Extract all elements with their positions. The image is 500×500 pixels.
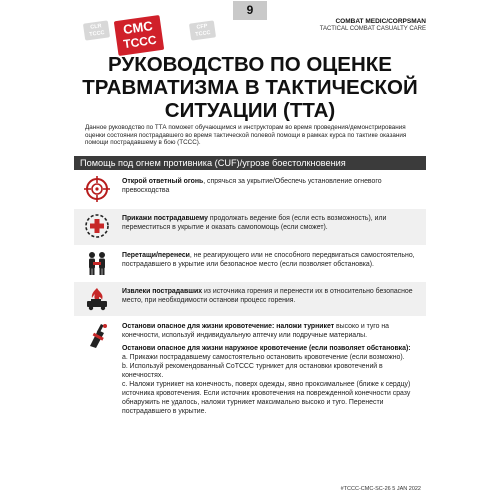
bleeding-p1-text: высоко и туго на конечности, используй индивидуальную аптечку или подручные материалы. [122, 323, 390, 339]
step-rest: , спрячься за укрытие/Обеспечь установление огневого превосходства [122, 178, 382, 194]
step-return-fire [74, 172, 426, 208]
logo-line-2: TCCC [88, 29, 105, 38]
step-bold: Извлеки пострадавших [122, 288, 203, 295]
org-subtitle: TACTICAL COMBAT CASUALTY CARE [319, 26, 426, 32]
logo-line-2: TCCC [194, 29, 211, 38]
step-rest: продолжать ведение боя (если есть возможность), или переместиться в укрытие и оказать самопомощь (если сможет). [122, 215, 387, 231]
cfp-tccc-logo [189, 20, 216, 40]
section-header: Помощь под огнем противника (CUF)/угрозе боестолкновения [74, 156, 426, 170]
casualty-cross-icon [84, 213, 110, 239]
bleeding-p2-bold: Останови опасное для жизни наружное кровотечение (если позволяет обстановка): [122, 345, 411, 352]
step-rest: , не реагирующего или не способного передвигаться самостоятельно, пострадавшего в укрытие или безопасное место (если позволяет обстановка). [122, 252, 415, 268]
step-bold: Прикажи пострадавшему [122, 215, 209, 222]
intro-paragraph: Данное руководство по ТТА поможет обучающимся и инструкторам во время проведения/демонстрирования оценки состояния пострадавшего во время тактической полевой помощи в рамках курса по тактике оказания помощи пострадавшему в бою (TCCC). [85, 124, 407, 147]
bleeding-p1-bold: Останови опасное для жизни кровотечение: наложи турникет [122, 323, 335, 330]
step-text [122, 214, 418, 232]
carry-casualty-icon [84, 250, 110, 276]
step-drag-carry [74, 246, 426, 281]
document-code: #TCCC-CMC-SC-26 5 JAN 2022 [340, 486, 421, 492]
step-rest: из источника горения и перенести их в относительно безопасное место, при необходимости останови процесс горения. [122, 288, 413, 304]
clr-tccc-logo [83, 20, 110, 40]
step-text [122, 177, 418, 195]
bleeding-item-c: c. Наложи турникет на конечность, поверх одежды, явно проксимальнее (ближе к сердцу) источника кровотечения. Если источник кровотечения на поврежденной конечности сразу обнаружить не удалось, наложи турникет максимально высоко и туго. Перенести пострадавшего в укрытие. [122, 381, 411, 415]
tourniquet-icon [84, 322, 110, 348]
page-number: 9 [233, 1, 267, 20]
bleeding-paragraph-2 [122, 344, 418, 353]
crosshair-icon [84, 176, 110, 202]
logo-line-1: CLR [89, 23, 103, 31]
step-text [122, 287, 418, 305]
org-title: COMBAT MEDIC/CORPSMAN [335, 18, 426, 25]
burning-vehicle-icon [84, 286, 110, 312]
step-bold: Открой ответный огонь [122, 178, 204, 185]
bleeding-control-section [74, 318, 426, 478]
logo-line-2: TCCC [122, 32, 158, 52]
cmc-tccc-logo [114, 15, 164, 56]
bleeding-paragraph-1 [122, 322, 418, 340]
organization-header [320, 18, 426, 32]
bleeding-text [122, 322, 418, 416]
bleeding-item-a: a. Прикажи пострадавшему самостоятельно остановить кровотечение (если возможно). [122, 354, 405, 361]
logo-line-1: CFP [196, 23, 208, 31]
step-extract-burning [74, 282, 426, 316]
bleeding-item-b: b. Используй рекомендованный CoTCCC турникет для остановки кровотечений в конечностях. [122, 363, 383, 379]
document-title: РУКОВОДСТВО ПО ОЦЕНКЕ ТРАВМАТИЗМА В ТАКТИЧЕСКОЙ СИТУАЦИИ (ТТА) [82, 53, 418, 122]
logo-line-1: CMC [122, 18, 154, 38]
step-order-casualty [74, 209, 426, 245]
step-text [122, 251, 418, 269]
step-bold: Перетащи/перенеси [122, 252, 190, 259]
